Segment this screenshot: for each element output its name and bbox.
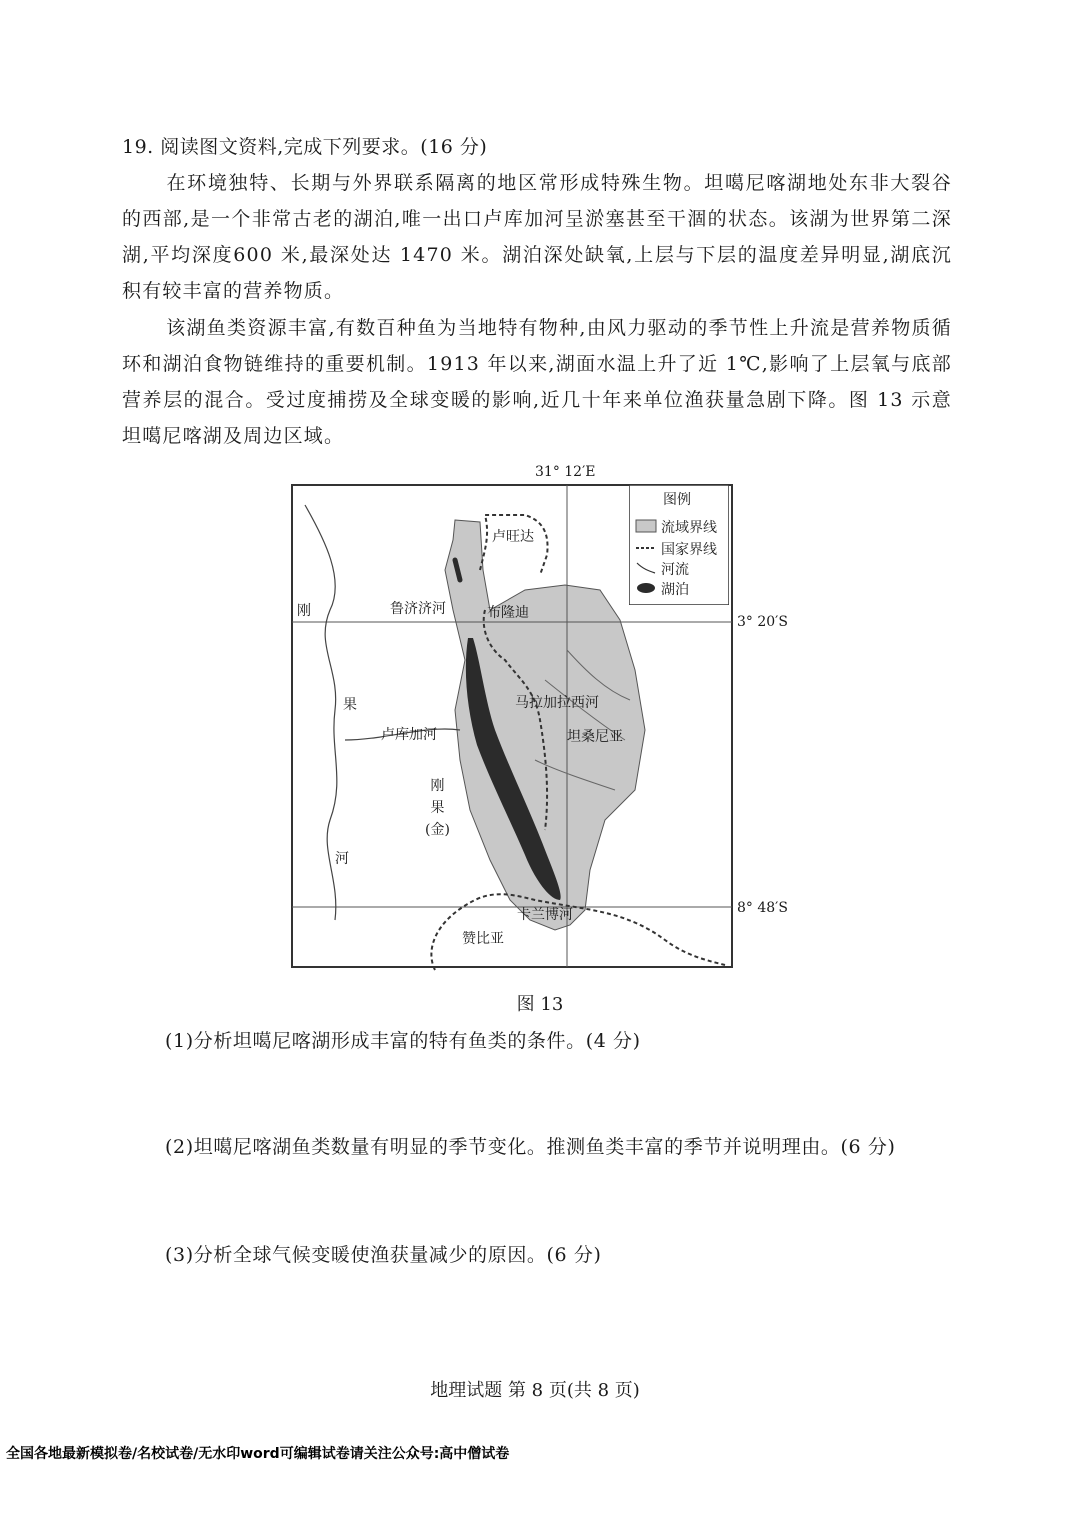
sub-question-1: (1)分析坦噶尼喀湖形成丰富的特有鱼类的条件。(4 分) (165, 1030, 641, 1052)
paragraph-2-text: 该湖鱼类资源丰富,有数百种鱼为当地特有物种,由风力驱动的季节性上升流是营养物质循环和湖泊食物链维持的重要机制。1913 年以来,湖面水温上升了近 1℃,影响了上层氧与底部营养层的混合。受过度捕捞及全球变暖的影响,近几十年来单位渔获量急剧下降。图 13 示意坦噶尼喀湖及周边区域。 (122, 317, 952, 447)
paragraph-1 (122, 165, 952, 309)
label-congo-river-3: 河 (335, 851, 349, 867)
river-line-icon (635, 561, 657, 575)
page-footer: 地理试题 第 8 页(共 8 页) (430, 1380, 640, 1401)
label-rwanda: 卢旺达 (492, 529, 534, 545)
latitude-bottom-label: 8° 48′S (737, 900, 788, 916)
label-tanzania: 坦桑尼亚 (567, 729, 623, 745)
label-kalambo-river: 卡兰博河 (517, 907, 573, 923)
label-congo-river-1: 刚 (297, 603, 311, 619)
paragraph-2 (122, 310, 952, 454)
map-legend (629, 485, 729, 605)
legend-basin-label: 流域界线 (661, 520, 717, 536)
label-zambia: 赞比亚 (462, 931, 504, 947)
label-congo-river-2: 果 (343, 697, 357, 713)
watermark-banner: 全国各地最新模拟卷/名校试卷/无水印word可编辑试卷请关注公众号:高中僧试卷 (6, 1446, 510, 1462)
legend-border-label: 国家界线 (661, 542, 717, 558)
legend-title: 图例 (663, 492, 691, 508)
label-malagarasi-river: 马拉加拉西河 (515, 695, 599, 711)
legend-lake-label: 湖泊 (661, 582, 689, 598)
figure-13-map (285, 460, 805, 980)
label-burundi: 布隆迪 (487, 605, 529, 621)
lake-blob-icon (635, 581, 657, 595)
legend-river-label: 河流 (661, 562, 689, 578)
latitude-top-label: 3° 20′S (737, 614, 788, 630)
sub-question-3: (3)分析全球气候变暖使渔获量减少的原因。(6 分) (165, 1244, 602, 1266)
longitude-label: 31° 12′E (535, 464, 596, 480)
paragraph-1-text: 在环境独特、长期与外界联系隔离的地区常形成特殊生物。坦噶尼喀湖地处东非大裂谷的西部,是一个非常古老的湖泊,唯一出口卢库加河呈淤塞甚至干涸的状态。该湖为世界第二深湖,平均深度600 米,最深处达 1470 米。湖泊深处缺氧,上层与下层的温度差异明显,湖底沉积有较丰富的营养物质。 (122, 172, 952, 302)
label-drc: 刚 果 (金) (425, 778, 450, 838)
figure-caption: 图 13 (516, 994, 564, 1015)
sub-question-2: (2)坦噶尼喀湖鱼类数量有明显的季节变化。推测鱼类丰富的季节并说明理由。(6 分) (165, 1136, 896, 1158)
question-title: 19. 阅读图文资料,完成下列要求。(16 分) (122, 136, 488, 158)
border-dash-icon (635, 541, 657, 555)
label-ruzizi-river: 鲁济济河 (390, 601, 446, 617)
label-lukuga-river: 卢库加河 (381, 727, 437, 743)
basin-swatch-icon (635, 519, 657, 533)
